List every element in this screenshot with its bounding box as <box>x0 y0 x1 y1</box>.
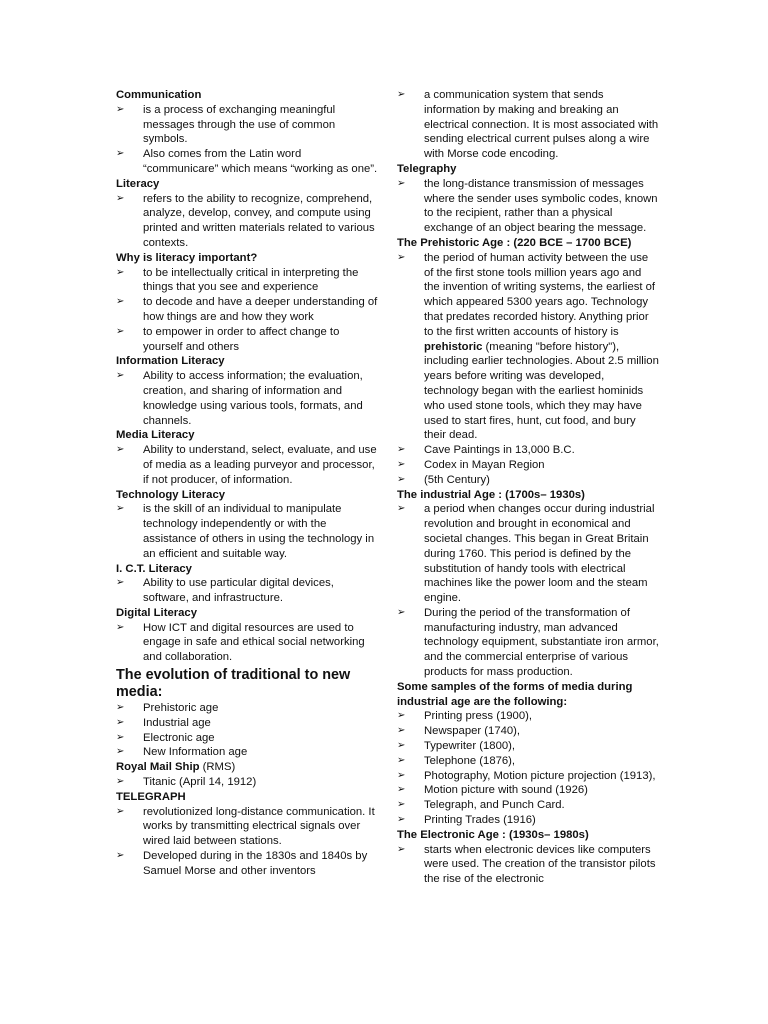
section-heading: Information Literacy <box>116 355 225 368</box>
section-heading: Literacy <box>116 177 160 190</box>
section-heading: Media Literacy <box>116 429 195 442</box>
bullet-item: ➢ Electronic age <box>116 731 378 746</box>
bullet-item: ➢ Motion picture with sound (1926) <box>397 783 659 798</box>
bullet-item: ➢ (5th Century) <box>397 473 659 488</box>
bullet-item: ➢ starts when electronic devices like computers were used. The creation of the transistor pilots the rise of the electronic <box>397 843 659 887</box>
section-heading: Some samples of the forms of media during industrial age are the following: <box>397 680 633 708</box>
bullet-item: ➢ Developed during in the 1830s and 1840s by Samuel Morse and other inventors <box>116 849 378 879</box>
bullet-item: ➢ the long-distance transmission of messages where the sender uses symbolic codes, known to the recipient, rather than a physical exchange of an object bearing the message. <box>397 177 659 236</box>
bullet-item: ➢ to be intellectually critical in interpreting the things that you see and experience <box>116 266 378 296</box>
section-heading <box>116 760 378 775</box>
bullet-item: ➢ Telegraph, and Punch Card. <box>397 798 659 813</box>
section-heading: The industrial Age : (1700s– 1930s) <box>397 488 585 501</box>
bullet-item: ➢ Ability to access information; the evaluation, creation, and sharing of information and knowledge using various tools, formats, and channels. <box>116 369 378 428</box>
section-heading: Why is literacy important? <box>116 251 258 264</box>
section-heading: Communication <box>116 89 202 101</box>
bullet-item <box>397 251 659 443</box>
bullet-item: ➢ is a process of exchanging meaningful messages through the use of common symbols. <box>116 103 378 147</box>
heading-plain-text: (RMS) <box>199 761 236 774</box>
bullet-item: ➢ Printing Trades (1916) <box>397 813 659 828</box>
bullet-item: ➢ Titanic (April 14, 1912) <box>116 775 378 790</box>
bullet-item: ➢ During the period of the transformation of manufacturing industry, man advanced technology equipment, substantiate iron armor, and the commercial enterprise of various products for mass production. <box>397 606 659 680</box>
bullet-item: ➢ Prehistoric age <box>116 701 378 716</box>
bullet-item: ➢ refers to the ability to recognize, comprehend, analyze, develop, convey, and compute using printed and written materials related to various contexts. <box>116 192 378 251</box>
section-heading: TELEGRAPH <box>116 790 186 803</box>
bullet-item: ➢ Ability to use particular digital devices, software, and infrastructure. <box>116 576 378 606</box>
bullet-item: ➢ is the skill of an individual to manipulate technology independently or with the assistance of others in using the technology in an efficient and suitable way. <box>116 502 378 561</box>
bullet-item: ➢ Also comes from the Latin word “communicare” which means “working as one”. <box>116 147 378 177</box>
bullet-item: ➢ to decode and have a deeper understanding of how things are and how they work <box>116 295 378 325</box>
left-column <box>116 88 378 879</box>
section-heading: The Prehistoric Age : (220 BCE – 1700 BCE) <box>397 236 632 249</box>
section-heading: Digital Literacy <box>116 606 197 619</box>
section-heading: Technology Literacy <box>116 488 226 501</box>
bullet-item: ➢ a period when changes occur during industrial revolution and brought in economical and societal changes. This began in Great Britain during 1760. This period is defined by the substitution of handy tools with electrical machines like the power loom and the steam engine. <box>397 502 659 606</box>
bullet-bold-term: prehistoric <box>424 340 483 353</box>
section-title: The evolution of traditional to new media: <box>116 667 351 700</box>
bullet-item: ➢ a communication system that sends information by making and breaking an electrical connection. It is most associated with sending electrical current pulses along a wire with Morse code encoding. <box>397 88 659 162</box>
bullet-item: ➢ Printing press (1900), <box>397 709 659 724</box>
bullet-item: ➢ Photography, Motion picture projection (1913), <box>397 769 659 784</box>
heading-bold-text: Royal Mail Ship <box>116 761 200 774</box>
bullet-text: (meaning "before history"), including earlier technologies. About 2.5 million years before writing was developed, technology began with the earliest hominids who used stone tools, which they may have used to start fires, hunt, cut food, and bury their dead. <box>424 340 659 442</box>
bullet-item: ➢ to empower in order to affect change to yourself and others <box>116 325 378 355</box>
bullet-text: the period of human activity between the use of the first stone tools million years ago and the invention of writing systems, the earliest of which appeared 5300 years ago. Technology that predates recorded history. Anything prior to the first written accounts of history is <box>424 251 656 338</box>
right-column <box>397 88 659 887</box>
bullet-item: ➢ New Information age <box>116 745 378 760</box>
bullet-item: ➢ Typewriter (1800), <box>397 739 659 754</box>
bullet-item: ➢ Newspaper (1740), <box>397 724 659 739</box>
section-heading: I. C.T. Literacy <box>116 562 192 575</box>
section-heading: Telegraphy <box>397 162 457 175</box>
bullet-item: ➢ Ability to understand, select, evaluate, and use of media as a leading purveyor and processor, if not producer, of information. <box>116 443 378 487</box>
bullet-item: ➢ Industrial age <box>116 716 378 731</box>
section-heading: The Electronic Age : (1930s– 1980s) <box>397 828 589 841</box>
bullet-item: ➢ How ICT and digital resources are used to engage in safe and ethical social networking and collaboration. <box>116 621 378 665</box>
bullet-item: ➢ Telephone (1876), <box>397 754 659 769</box>
bullet-item: ➢ Codex in Mayan Region <box>397 458 659 473</box>
bullet-item: ➢ Cave Paintings in 13,000 B.C. <box>397 443 659 458</box>
bullet-item: ➢ revolutionized long-distance communication. It works by transmitting electrical signals over wired laid between stations. <box>116 805 378 849</box>
